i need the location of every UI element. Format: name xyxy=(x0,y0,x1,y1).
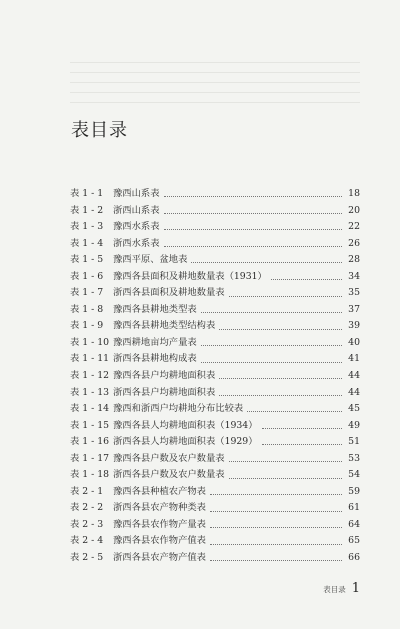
toc-entry-number: 表 2 - 4 xyxy=(70,535,104,547)
toc-entry-page: 65 xyxy=(348,535,360,547)
toc-entry-number: 表 1 - 14 xyxy=(70,403,110,415)
dot-leader xyxy=(164,228,343,230)
toc-entry-title: 豫西山系表 xyxy=(113,188,160,199)
page-title: 表目录 xyxy=(71,120,128,141)
toc-entry-title: 豫西耕地亩均产量表 xyxy=(113,336,197,348)
page-footer xyxy=(323,581,360,596)
toc-entry-page: 45 xyxy=(348,403,360,415)
toc-entry[interactable] xyxy=(70,517,360,534)
toc-entry-number: 表 1 - 2 xyxy=(70,204,104,216)
toc-entry[interactable] xyxy=(70,219,360,236)
toc-entry-number: 表 1 - 13 xyxy=(70,386,110,398)
dot-leader xyxy=(210,510,342,512)
toc-entry-number: 表 1 - 3 xyxy=(70,221,104,233)
toc-entry[interactable] xyxy=(70,467,360,484)
toc-entry[interactable] xyxy=(70,533,360,550)
toc-entry-title: 豫西各县户均耕地面积表 xyxy=(113,370,216,382)
dot-leader xyxy=(210,493,342,495)
toc-entry-number: 表 1 - 6 xyxy=(70,270,104,282)
toc-entry-title: 豫西各县户数及农户数量表 xyxy=(113,452,225,464)
toc-entry-page: 66 xyxy=(348,552,360,564)
toc-entry-title: 豫西各县农作物产量表 xyxy=(113,518,206,530)
toc-entry-number: 表 2 - 3 xyxy=(70,518,104,530)
toc-entry-title: 豫西各县种植农产物表 xyxy=(113,485,206,497)
dot-leader xyxy=(229,295,342,297)
dot-leader xyxy=(164,195,343,197)
toc-entry[interactable] xyxy=(70,368,360,385)
dot-leader xyxy=(229,477,342,479)
toc-entry[interactable] xyxy=(70,434,360,451)
dot-leader xyxy=(201,311,342,313)
toc-entry-title: 豫西和浙西户均耕地分布比较表 xyxy=(113,403,244,415)
toc-entry-title: 豫西各县人均耕地面积表（1934） xyxy=(113,419,258,431)
toc-entry-title: 豫西各县农作物产值表 xyxy=(113,535,206,547)
toc-entry-number: 表 1 - 8 xyxy=(70,303,104,315)
dot-leader xyxy=(210,526,342,528)
dot-leader xyxy=(191,261,342,263)
toc-entry-title: 豫西平原、盆地表 xyxy=(113,254,188,266)
toc-entry-number: 表 2 - 5 xyxy=(70,552,104,564)
dot-leader xyxy=(201,361,342,363)
toc-entry-title: 豫西各县面积及耕地数量表（1931） xyxy=(113,270,267,282)
toc-entry[interactable] xyxy=(70,351,360,368)
toc-entry-number: 表 1 - 15 xyxy=(70,419,110,431)
toc-entry-page: 61 xyxy=(348,502,360,514)
toc-entry-title: 浙西水系表 xyxy=(113,237,160,249)
toc-entry[interactable] xyxy=(70,269,360,286)
dot-leader xyxy=(219,328,342,330)
toc-entry[interactable] xyxy=(70,203,360,220)
toc-entry[interactable] xyxy=(70,484,360,501)
toc-entry-number: 表 1 - 10 xyxy=(70,336,110,348)
toc-entry-page: 35 xyxy=(348,287,360,299)
toc-entry-title: 浙西各县户均耕地面积表 xyxy=(113,386,216,398)
dot-leader xyxy=(262,443,342,445)
footer-page-number: 1 xyxy=(351,581,360,596)
toc-entry-page: 34 xyxy=(348,270,360,282)
toc-entry-title: 浙西山系表 xyxy=(113,204,160,216)
toc-entry-number: 表 2 - 2 xyxy=(70,502,104,514)
toc-entry-page: 51 xyxy=(348,436,360,448)
toc-entry-page: 28 xyxy=(348,254,360,266)
toc-entry-page: 37 xyxy=(348,303,360,315)
toc-entry-page: 40 xyxy=(348,336,360,348)
dot-leader xyxy=(262,427,342,429)
toc-entry-number: 表 1 - 18 xyxy=(70,469,110,481)
toc-entry[interactable] xyxy=(70,236,360,253)
toc-entry-number: 表 1 - 5 xyxy=(70,254,104,266)
toc-entry-number: 表 1 - 12 xyxy=(70,370,110,382)
toc-entry-page: 26 xyxy=(348,237,360,249)
dot-leader xyxy=(219,377,342,379)
toc-entry-title: 浙西各县面积及耕地数量表 xyxy=(113,287,225,299)
dot-leader xyxy=(247,410,342,412)
toc-entry-number: 表 1 - 16 xyxy=(70,436,110,448)
toc-entry-page: 64 xyxy=(348,518,360,530)
toc-entry-page: 44 xyxy=(348,386,360,398)
toc-entry-title: 浙西各县耕地构成表 xyxy=(113,353,197,365)
toc-entry-page: 59 xyxy=(348,485,360,497)
toc-entry[interactable] xyxy=(70,318,360,335)
toc-entry[interactable] xyxy=(70,550,360,567)
toc-entry-title: 豫西各县耕地类型结构表 xyxy=(113,320,216,332)
dot-leader xyxy=(164,212,343,214)
toc-entry[interactable] xyxy=(70,252,360,269)
toc-entry[interactable] xyxy=(70,401,360,418)
dot-leader xyxy=(229,460,342,462)
toc-entry-number: 表 1 - 1 xyxy=(70,188,104,199)
toc-entry[interactable] xyxy=(70,186,360,203)
dot-leader xyxy=(201,344,342,346)
dot-leader xyxy=(210,543,342,545)
toc-entry-title: 浙西各县人均耕地面积表（1929） xyxy=(113,436,258,448)
toc-entry-title: 浙西各县户数及农户数量表 xyxy=(113,469,225,481)
toc-entry-number: 表 1 - 4 xyxy=(70,237,104,249)
toc-entry[interactable] xyxy=(70,285,360,302)
toc-entry-page: 22 xyxy=(348,221,360,233)
toc-entry[interactable] xyxy=(70,451,360,468)
previous-page-bleed-through xyxy=(0,0,400,110)
toc-entry-title: 浙西各县农产物种类表 xyxy=(113,502,206,514)
toc-entry-number: 表 2 - 1 xyxy=(70,485,104,497)
toc-entry-page: 53 xyxy=(348,452,360,464)
toc-entry[interactable] xyxy=(70,302,360,319)
toc-entry[interactable] xyxy=(70,500,360,517)
footer-section-label: 表目录 xyxy=(323,585,346,594)
toc-entry-page: 54 xyxy=(348,469,360,481)
dot-leader xyxy=(164,245,343,247)
toc-entry-page: 49 xyxy=(348,419,360,431)
toc-entry-number: 表 1 - 7 xyxy=(70,287,104,299)
toc-entry-title: 豫西水系表 xyxy=(113,221,160,233)
toc-entry-page: 18 xyxy=(348,188,360,199)
toc-entry-title: 豫西各县耕地类型表 xyxy=(113,303,197,315)
toc-entry-number: 表 1 - 9 xyxy=(70,320,104,332)
dot-leader xyxy=(219,394,342,396)
toc-entry-page: 44 xyxy=(348,370,360,382)
dot-leader xyxy=(210,559,342,561)
toc-entry-page: 20 xyxy=(348,204,360,216)
toc-entry[interactable] xyxy=(70,418,360,435)
toc-entry[interactable] xyxy=(70,385,360,402)
toc-entry-page: 41 xyxy=(348,353,360,365)
toc-entry-title: 浙西各县农产物产值表 xyxy=(113,552,206,564)
toc-entry-number: 表 1 - 17 xyxy=(70,452,110,464)
table-of-contents-list xyxy=(70,186,360,567)
dot-leader xyxy=(271,278,342,280)
toc-entry[interactable] xyxy=(70,335,360,352)
toc-entry-number: 表 1 - 11 xyxy=(70,353,110,365)
toc-entry-page: 39 xyxy=(348,320,360,332)
